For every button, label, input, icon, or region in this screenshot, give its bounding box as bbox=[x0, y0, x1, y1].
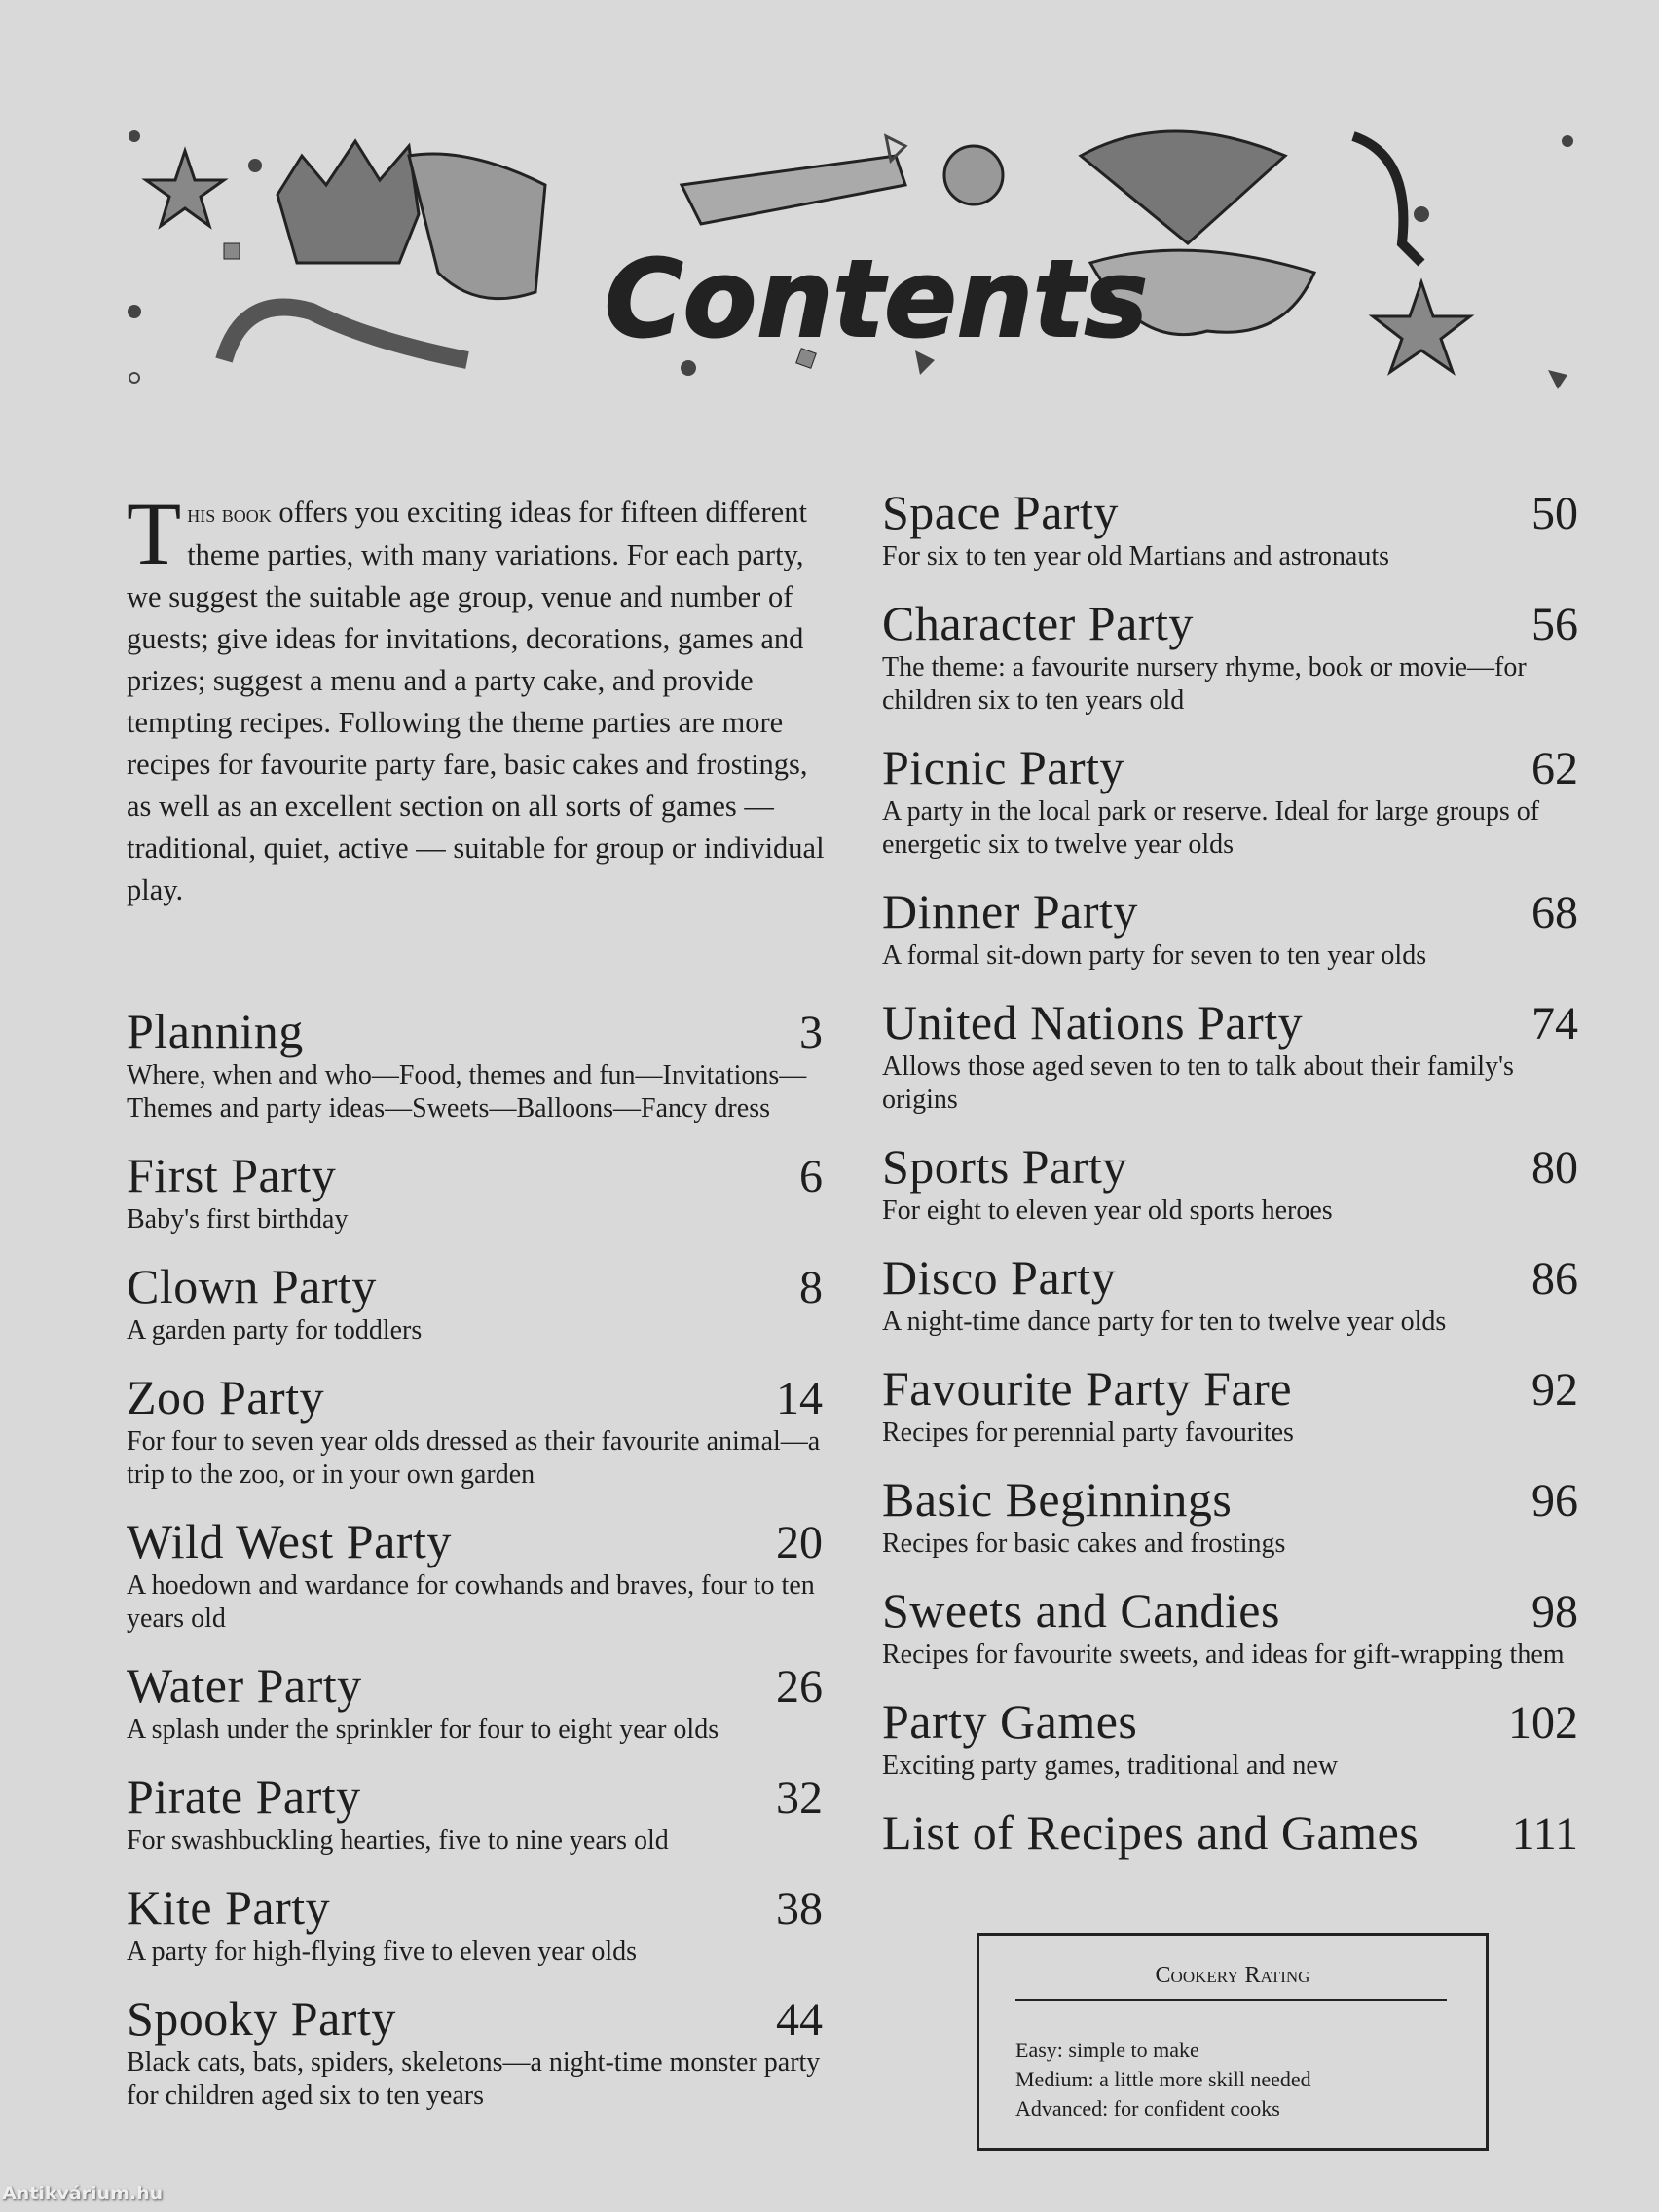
entry-heading bbox=[127, 1513, 823, 1569]
entry-title: United Nations Party bbox=[882, 995, 1304, 1050]
party-hat-icon bbox=[1081, 131, 1285, 243]
entry-description: The theme: a favourite nursery rhyme, book or movie—for children six to ten years old bbox=[882, 652, 1527, 716]
star-icon bbox=[146, 151, 224, 226]
entry-page-number: 92 bbox=[1531, 1364, 1578, 1416]
entry-description: Where, when and who—Food, themes and fun—Invitations—Themes and party ideas—Sweets—Balloons—Fancy dress bbox=[127, 1060, 807, 1124]
entry-page-number: 102 bbox=[1508, 1697, 1578, 1749]
toc-entry[interactable] bbox=[882, 994, 1578, 1117]
entry-description: Baby's first birthday bbox=[127, 1204, 349, 1235]
entry-page-number: 8 bbox=[799, 1262, 823, 1313]
glasses-icon bbox=[409, 154, 545, 299]
toc-entry[interactable] bbox=[882, 484, 1578, 573]
entry-title: Sweets and Candies bbox=[882, 1583, 1280, 1638]
toc-entry[interactable] bbox=[127, 1003, 823, 1125]
entry-description: A party for high-flying five to eleven year olds bbox=[127, 1936, 638, 1967]
entry-heading bbox=[127, 1258, 823, 1314]
entry-description: Black cats, bats, spiders, skeletons—a night-time monster party for children aged six to ten years bbox=[127, 2047, 821, 2111]
cookery-rating-title: Cookery Rating bbox=[1155, 1963, 1310, 1988]
entry-heading bbox=[882, 1138, 1578, 1195]
entry-page-number: 96 bbox=[1531, 1475, 1578, 1527]
entry-description: For six to ten year old Martians and astronauts bbox=[882, 541, 1390, 571]
entry-page-number: 3 bbox=[799, 1007, 823, 1058]
entry-heading bbox=[882, 1582, 1578, 1639]
entry-description: Allows those aged seven to ten to talk about their family's origins bbox=[882, 1051, 1514, 1115]
entry-title: Favourite Party Fare bbox=[882, 1361, 1293, 1416]
entry-description: A party in the local park or reserve. Ideal for large groups of energetic six to twelve year olds bbox=[882, 796, 1540, 860]
entry-page-number: 56 bbox=[1531, 599, 1578, 650]
toc-entry[interactable] bbox=[882, 739, 1578, 862]
crown-icon bbox=[277, 141, 419, 263]
toc-entry[interactable] bbox=[127, 1990, 823, 2113]
toc-entry[interactable] bbox=[882, 595, 1578, 718]
entry-title: First Party bbox=[127, 1148, 337, 1202]
entry-description: A splash under the sprinkler for four to eight year olds bbox=[127, 1714, 719, 1745]
entry-page-number: 38 bbox=[776, 1883, 823, 1935]
entry-title: Party Games bbox=[882, 1694, 1138, 1749]
cookery-rating-list bbox=[1015, 2036, 1486, 2123]
entry-description: For four to seven year olds dressed as their favourite animal—a trip to the zoo, or in your own garden bbox=[127, 1426, 821, 1490]
entry-title: Kite Party bbox=[127, 1880, 331, 1935]
entry-heading bbox=[882, 994, 1578, 1051]
entry-page-number: 14 bbox=[776, 1373, 823, 1424]
rating-easy: Easy: simple to make bbox=[1015, 2038, 1199, 2062]
entry-description: For swashbuckling hearties, five to nine years old bbox=[127, 1825, 669, 1856]
toc-entry[interactable] bbox=[882, 1693, 1578, 1783]
drop-cap: T bbox=[127, 484, 182, 583]
rating-advanced: Advanced: for confident cooks bbox=[1015, 2096, 1280, 2120]
toc-entry[interactable] bbox=[127, 1513, 823, 1636]
toc-entry[interactable] bbox=[127, 1768, 823, 1858]
entry-page-number: 62 bbox=[1531, 743, 1578, 794]
entry-heading bbox=[882, 1693, 1578, 1750]
entry-page-number: 98 bbox=[1531, 1586, 1578, 1638]
intro-text: offers you exciting ideas for fifteen different theme parties, with many variations. For each party, we suggest the suitable age group, venue and number of guests; give ideas for invitations, decorations, games and prizes; suggest a menu and a party cake, and provide tempting recipes. Following the theme parties are more recipes for favourite party fare, basic cakes and frostings, as well as an excellent section on all sorts of games — traditional, quiet, active — suitable for group or individual play. bbox=[127, 496, 825, 906]
lollipop-icon bbox=[944, 146, 1003, 204]
entry-title: Picnic Party bbox=[882, 740, 1125, 794]
toc-entry[interactable] bbox=[127, 1369, 823, 1492]
entry-title: Wild West Party bbox=[127, 1514, 452, 1568]
contents-left-column bbox=[127, 1003, 823, 2134]
entry-description: Recipes for favourite sweets, and ideas for gift-wrapping them bbox=[882, 1640, 1565, 1670]
toc-entry[interactable] bbox=[882, 1582, 1578, 1672]
toc-entry[interactable] bbox=[127, 1147, 823, 1236]
entry-description: Recipes for perennial party favourites bbox=[882, 1418, 1294, 1448]
entry-heading bbox=[127, 1369, 823, 1425]
entry-title: Water Party bbox=[127, 1658, 362, 1713]
intro-smallcaps: his book bbox=[187, 499, 272, 528]
entry-title: Basic Beginnings bbox=[882, 1472, 1233, 1527]
entry-page-number: 111 bbox=[1511, 1808, 1578, 1860]
entry-description: A garden party for toddlers bbox=[127, 1315, 423, 1346]
entry-heading bbox=[882, 1804, 1578, 1861]
entry-heading bbox=[882, 1249, 1578, 1306]
entry-heading bbox=[127, 1147, 823, 1203]
star-icon bbox=[1373, 282, 1470, 372]
entry-title: Spooky Party bbox=[127, 1991, 396, 2046]
toc-entry[interactable] bbox=[882, 1138, 1578, 1228]
toc-entry[interactable] bbox=[882, 1249, 1578, 1339]
entry-description: A hoedown and wardance for cowhands and braves, four to ten years old bbox=[127, 1570, 815, 1634]
cookery-rating-box bbox=[977, 1933, 1489, 2151]
entry-description: Exciting party games, traditional and new bbox=[882, 1751, 1339, 1781]
entry-heading bbox=[127, 1990, 823, 2046]
entry-page-number: 44 bbox=[776, 1994, 823, 2046]
toc-entry[interactable] bbox=[127, 1258, 823, 1347]
entry-title: Sports Party bbox=[882, 1139, 1127, 1194]
entry-title: Zoo Party bbox=[127, 1370, 325, 1424]
entry-page-number: 86 bbox=[1531, 1253, 1578, 1305]
party-decoration-banner bbox=[117, 117, 1577, 409]
toc-entry[interactable] bbox=[127, 1657, 823, 1747]
rating-medium: Medium: a little more skill needed bbox=[1015, 2067, 1311, 2091]
entry-heading bbox=[882, 1360, 1578, 1417]
horn-icon bbox=[682, 156, 905, 224]
contents-title: Contents bbox=[604, 237, 1149, 361]
entry-title: List of Recipes and Games bbox=[882, 1805, 1419, 1860]
toc-entry[interactable] bbox=[882, 883, 1578, 973]
entry-page-number: 50 bbox=[1531, 488, 1578, 539]
entry-heading bbox=[127, 1003, 823, 1059]
entry-title: Disco Party bbox=[882, 1250, 1117, 1305]
entry-page-number: 74 bbox=[1531, 998, 1578, 1050]
toc-entry[interactable] bbox=[882, 1804, 1578, 1861]
entry-page-number: 80 bbox=[1531, 1142, 1578, 1194]
entry-page-number: 20 bbox=[776, 1517, 823, 1568]
entry-description: Recipes for basic cakes and frostings bbox=[882, 1529, 1286, 1559]
entry-heading bbox=[882, 883, 1578, 940]
entry-heading bbox=[882, 484, 1578, 540]
entry-title: Space Party bbox=[882, 485, 1119, 539]
divider bbox=[1015, 1999, 1447, 2001]
entry-heading bbox=[127, 1768, 823, 1825]
watermark: Antikvárium.hu bbox=[2, 2183, 164, 2204]
contents-right-column bbox=[882, 484, 1578, 1882]
toc-entry[interactable] bbox=[882, 1360, 1578, 1450]
entry-heading bbox=[882, 1471, 1578, 1528]
toc-entry[interactable] bbox=[127, 1879, 823, 1969]
intro-paragraph bbox=[127, 484, 832, 911]
entry-title: Pirate Party bbox=[127, 1769, 361, 1824]
entry-page-number: 68 bbox=[1531, 887, 1578, 939]
entry-title: Clown Party bbox=[127, 1259, 377, 1313]
entry-page-number: 32 bbox=[776, 1772, 823, 1824]
entry-description: A formal sit-down party for seven to ten year olds bbox=[882, 940, 1427, 971]
entry-title: Dinner Party bbox=[882, 884, 1138, 939]
entry-heading bbox=[882, 739, 1578, 795]
entry-heading bbox=[882, 595, 1578, 651]
streamer-icon bbox=[224, 308, 467, 360]
entry-title: Planning bbox=[127, 1004, 304, 1058]
entry-page-number: 6 bbox=[799, 1151, 823, 1202]
entry-description: A night-time dance party for ten to twelve year olds bbox=[882, 1307, 1447, 1337]
toc-entry[interactable] bbox=[882, 1471, 1578, 1561]
entry-page-number: 26 bbox=[776, 1661, 823, 1713]
entry-title: Character Party bbox=[882, 596, 1194, 650]
entry-heading bbox=[127, 1879, 823, 1936]
entry-description: For eight to eleven year old sports heroes bbox=[882, 1196, 1333, 1226]
entry-heading bbox=[127, 1657, 823, 1714]
